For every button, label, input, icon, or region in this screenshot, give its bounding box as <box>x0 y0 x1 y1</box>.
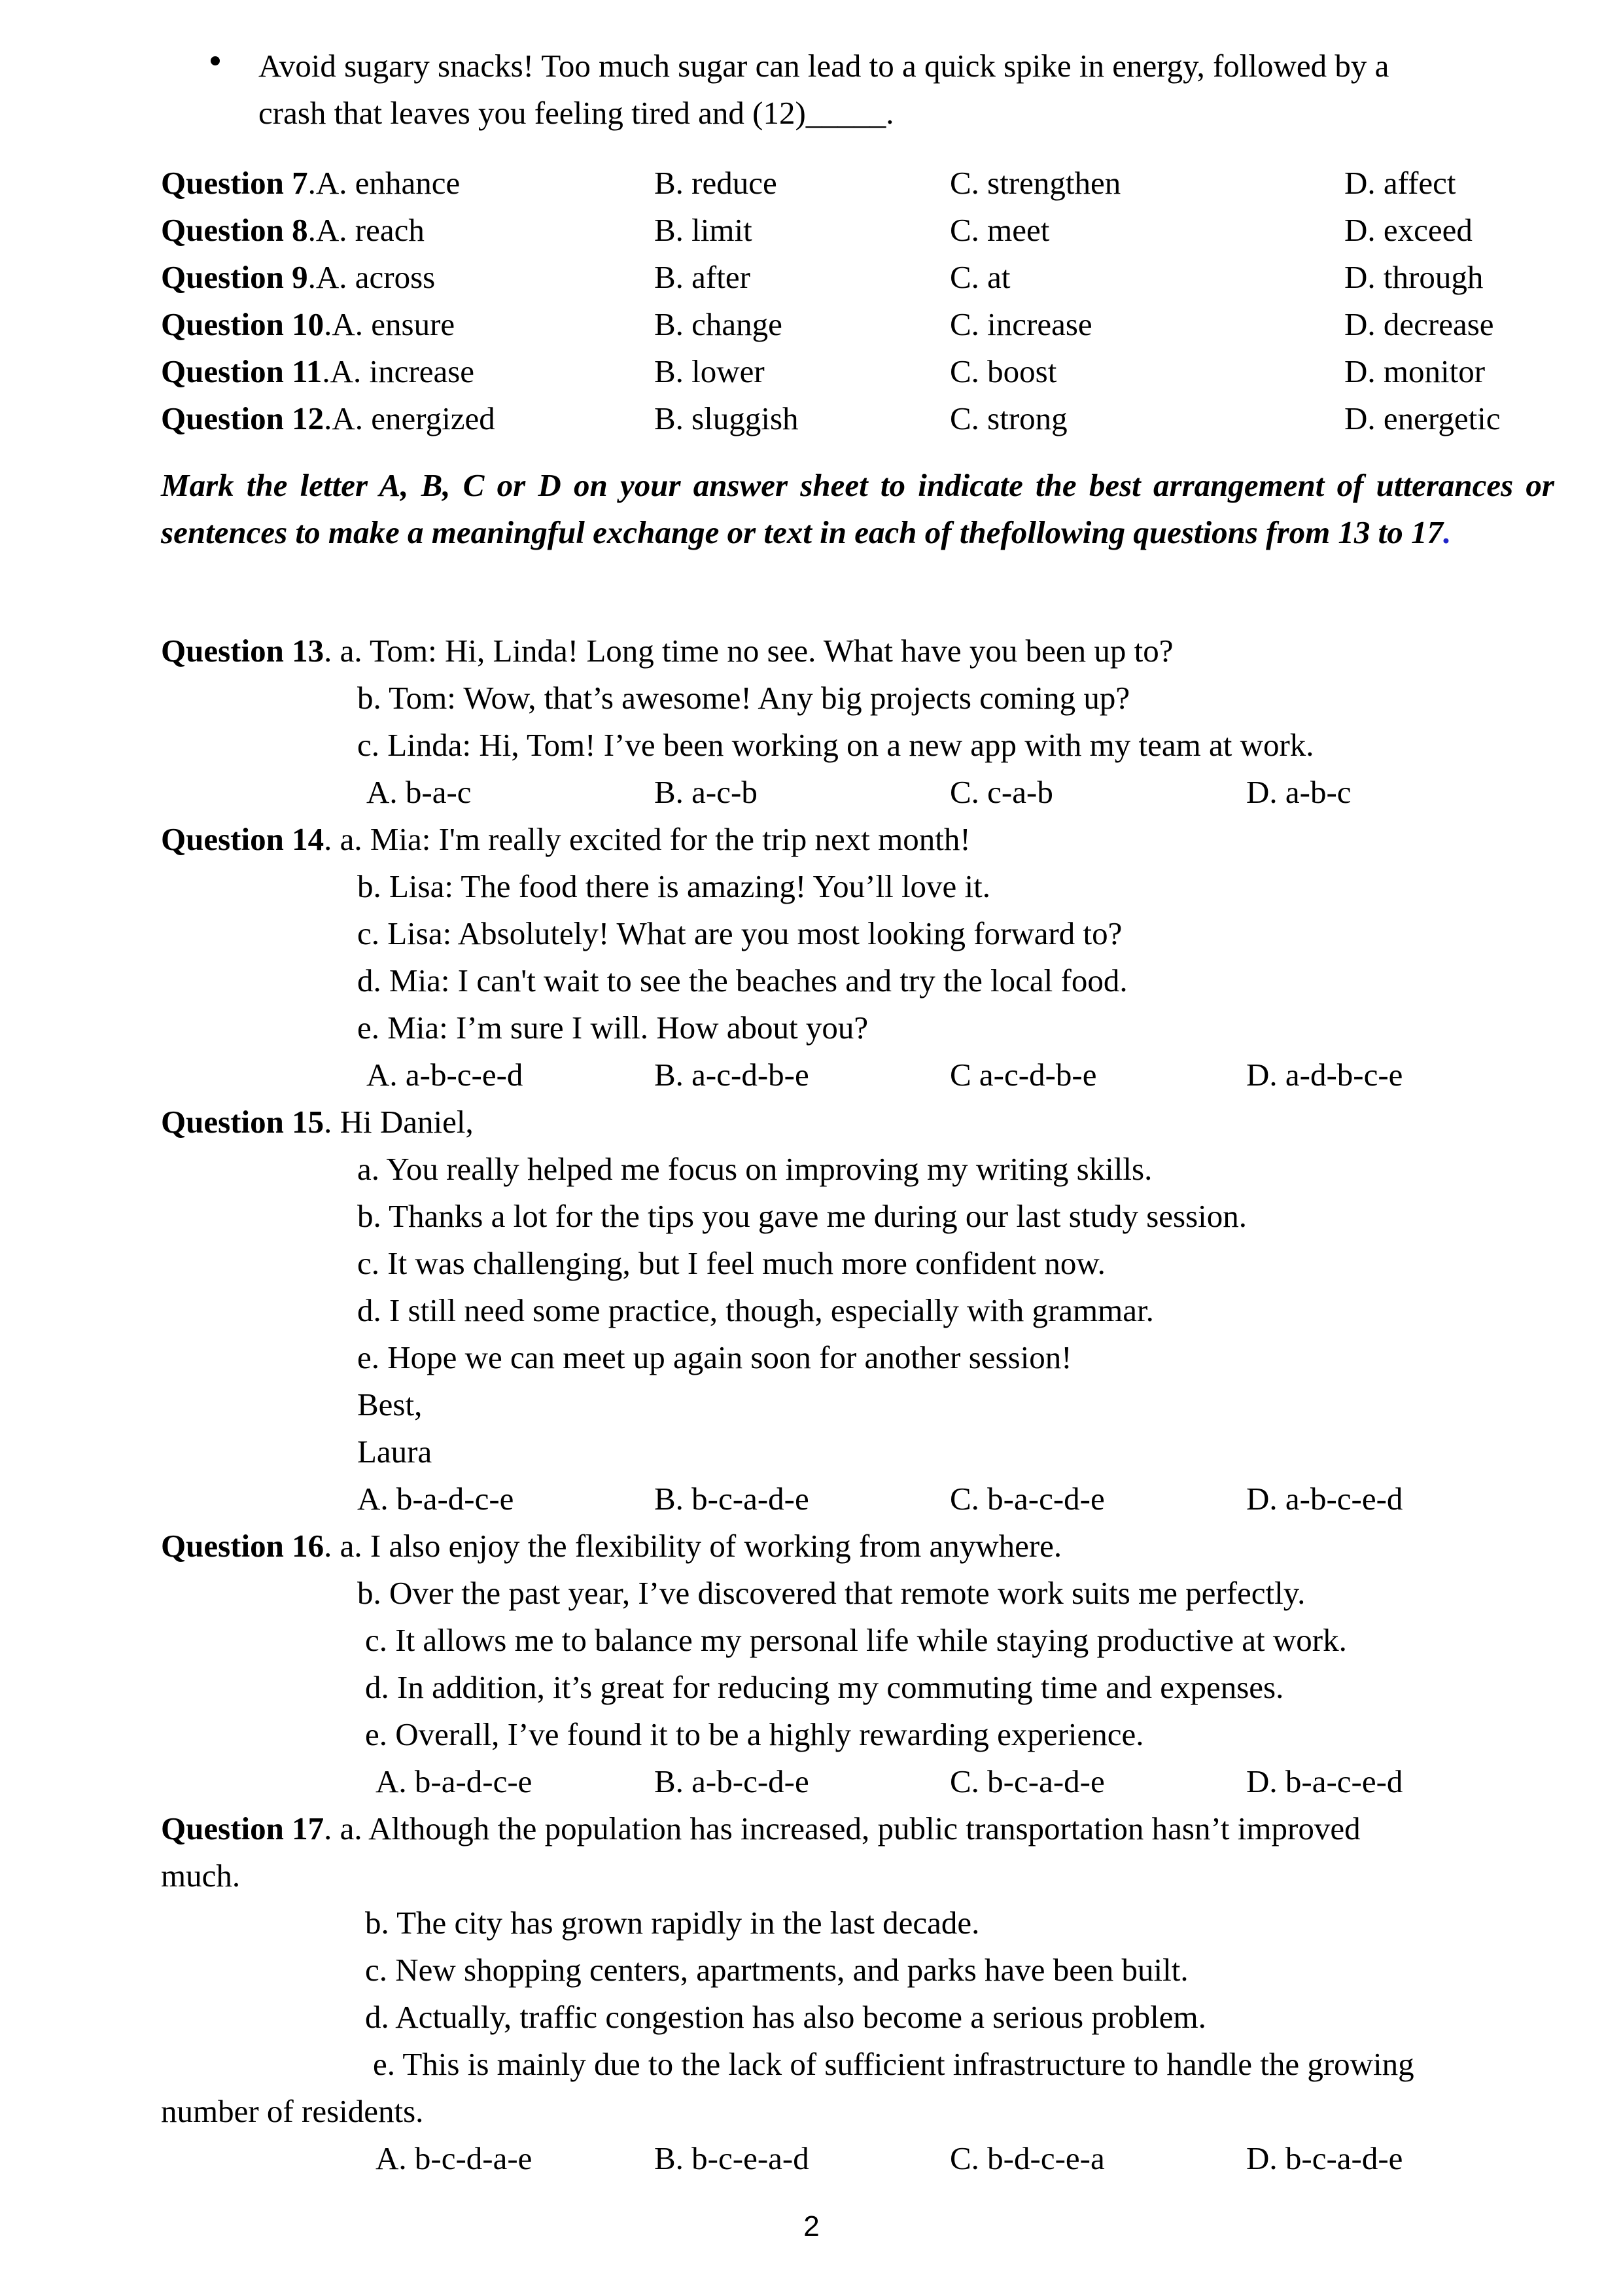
option-a: A. b-a-c <box>366 774 472 810</box>
bullet-point <box>211 56 220 65</box>
sentence-c: c. It allows me to balance my personal life while staying productive at work. <box>365 1622 1347 1658</box>
instruction-period: . <box>1443 514 1452 550</box>
sentence-e: e. Overall, I’ve found it to be a highly rewarding experience. <box>365 1716 1144 1752</box>
question-label: Question 10 <box>161 306 324 342</box>
sentence-e-continued: number of residents. <box>161 2093 424 2129</box>
option-a: A. a-b-c-e-d <box>366 1057 523 1093</box>
greeting: . Hi Daniel, <box>324 1104 474 1140</box>
question-10-row <box>161 308 455 340</box>
option-d: D. energetic <box>1344 400 1501 436</box>
option-b: B. a-c-b <box>654 774 758 810</box>
utterance-e: e. Mia: I’m sure I will. How about you? <box>357 1010 869 1046</box>
option-c: C. b-a-c-d-e <box>950 1481 1105 1517</box>
option-a: .A. energized <box>324 400 495 436</box>
question-9-row <box>161 261 435 293</box>
option-d: D. affect <box>1344 165 1456 201</box>
option-d: D. b-c-a-d-e <box>1246 2140 1403 2176</box>
page-number: 2 <box>803 2210 820 2242</box>
question-14-line-a <box>161 823 971 855</box>
option-c: C. meet <box>950 212 1050 248</box>
signature: Laura <box>357 1434 432 1470</box>
question-label: Question 7 <box>161 165 308 201</box>
option-a: .A. across <box>307 259 436 295</box>
option-a: .A. ensure <box>324 306 455 342</box>
option-b: B. a-b-c-d-e <box>654 1763 809 1799</box>
sentence-b: b. Thanks a lot for the tips you gave me during our last study session. <box>357 1198 1248 1234</box>
option-b: B. sluggish <box>654 400 799 436</box>
option-c: C. c-a-b <box>950 774 1053 810</box>
sentence-b: b. The city has grown rapidly in the last decade. <box>365 1905 980 1941</box>
sentence-a: . a. Although the population has increased, public transportation hasn’t improved <box>324 1810 1361 1846</box>
option-b: B. a-c-d-b-e <box>654 1057 809 1093</box>
bullet-line-1: Avoid sugary snacks! Too much sugar can lead to a quick spike in energy, followed by a <box>258 48 1389 84</box>
option-b: B. limit <box>654 212 752 248</box>
sentence-e: e. This is mainly due to the lack of sufficient infrastructure to handle the growing <box>373 2046 1414 2082</box>
option-a: .A. reach <box>307 212 425 248</box>
option-b: B. after <box>654 259 750 295</box>
sentence-d: d. In addition, it’s great for reducing my commuting time and expenses. <box>365 1669 1284 1705</box>
sentence-b: b. Over the past year, I’ve discovered that remote work suits me perfectly. <box>357 1575 1306 1611</box>
question-label: Question 16 <box>161 1528 324 1564</box>
question-label: Question 9 <box>161 259 308 295</box>
option-d: D. a-b-c-e-d <box>1246 1481 1403 1517</box>
option-c: C a-c-d-b-e <box>950 1057 1097 1093</box>
question-label: Question 12 <box>161 400 324 436</box>
utterance-c: c. Lisa: Absolutely! What are you most looking forward to? <box>357 915 1123 951</box>
option-c: C. b-c-a-d-e <box>950 1763 1105 1799</box>
question-12-row <box>161 402 495 434</box>
instruction-text: Mark the letter A, B, C or D on your answer sheet to indicate the best arrangement of utterances or sentences to make a meaningful exchange or text in each of thefollowing questions from 13 to 17 <box>161 467 1554 550</box>
option-c: C. at <box>950 259 1011 295</box>
option-c: C. strengthen <box>950 165 1121 201</box>
option-c: C. b-d-c-e-a <box>950 2140 1105 2176</box>
question-label: Question 13 <box>161 633 324 669</box>
option-d: D. monitor <box>1344 353 1486 389</box>
option-a: .A. increase <box>322 353 475 389</box>
option-d: D. a-d-b-c-e <box>1246 1057 1403 1093</box>
option-d: D. a-b-c <box>1246 774 1352 810</box>
question-label: Question 14 <box>161 821 324 857</box>
option-d: D. b-a-c-e-d <box>1246 1763 1403 1799</box>
option-b: B. change <box>654 306 782 342</box>
option-c: C. boost <box>950 353 1057 389</box>
option-c: C. increase <box>950 306 1092 342</box>
utterance-b: b. Tom: Wow, that’s awesome! Any big projects coming up? <box>357 680 1130 716</box>
utterance-a: . a. Mia: I'm really excited for the trip next month! <box>324 821 971 857</box>
sentence-c: c. New shopping centers, apartments, and parks have been built. <box>365 1952 1189 1988</box>
sentence-a: a. You really helped me focus on improving my writing skills. <box>357 1151 1153 1187</box>
question-16-line-a <box>161 1530 1062 1562</box>
option-a: .A. enhance <box>307 165 461 201</box>
bullet-line-2: crash that leaves you feeling tired and (12)_____. <box>258 95 894 131</box>
option-c: C. strong <box>950 400 1068 436</box>
question-11-row <box>161 355 474 387</box>
section-instruction <box>161 462 1554 556</box>
sentence-c: c. It was challenging, but I feel much more confident now. <box>357 1245 1106 1281</box>
sentence-d: d. Actually, traffic congestion has also become a serious problem. <box>365 1999 1206 2035</box>
option-d: D. through <box>1344 259 1484 295</box>
closing: Best, <box>357 1386 423 1422</box>
option-b: B. b-c-a-d-e <box>654 1481 809 1517</box>
sentence-a: . a. I also enjoy the flexibility of working from anywhere. <box>324 1528 1062 1564</box>
option-d: D. decrease <box>1344 306 1494 342</box>
utterance-b: b. Lisa: The food there is amazing! You’ll love it. <box>357 868 991 904</box>
option-a: A. b-a-d-c-e <box>375 1763 532 1799</box>
sentence-d: d. I still need some practice, though, especially with grammar. <box>357 1292 1154 1328</box>
question-label: Question 8 <box>161 212 308 248</box>
question-7-row <box>161 167 460 199</box>
sentence-a-continued: much. <box>161 1858 241 1894</box>
question-8-row <box>161 214 425 246</box>
utterance-a: . a. Tom: Hi, Linda! Long time no see. What have you been up to? <box>324 633 1174 669</box>
question-label: Question 11 <box>161 353 323 389</box>
sentence-e: e. Hope we can meet up again soon for another session! <box>357 1339 1072 1375</box>
question-13-line-a <box>161 635 1174 667</box>
question-label: Question 15 <box>161 1104 324 1140</box>
question-label: Question 17 <box>161 1810 324 1846</box>
option-d: D. exceed <box>1344 212 1473 248</box>
question-15-greeting <box>161 1106 474 1138</box>
option-b: B. reduce <box>654 165 777 201</box>
option-a: A. b-a-d-c-e <box>357 1481 514 1517</box>
utterance-c: c. Linda: Hi, Tom! I’ve been working on a new app with my team at work. <box>357 727 1314 763</box>
option-b: B. b-c-e-a-d <box>654 2140 809 2176</box>
question-17-line-a <box>161 1812 1361 1845</box>
option-b: B. lower <box>654 353 765 389</box>
option-a: A. b-c-d-a-e <box>375 2140 532 2176</box>
utterance-d: d. Mia: I can't wait to see the beaches and try the local food. <box>357 963 1128 998</box>
